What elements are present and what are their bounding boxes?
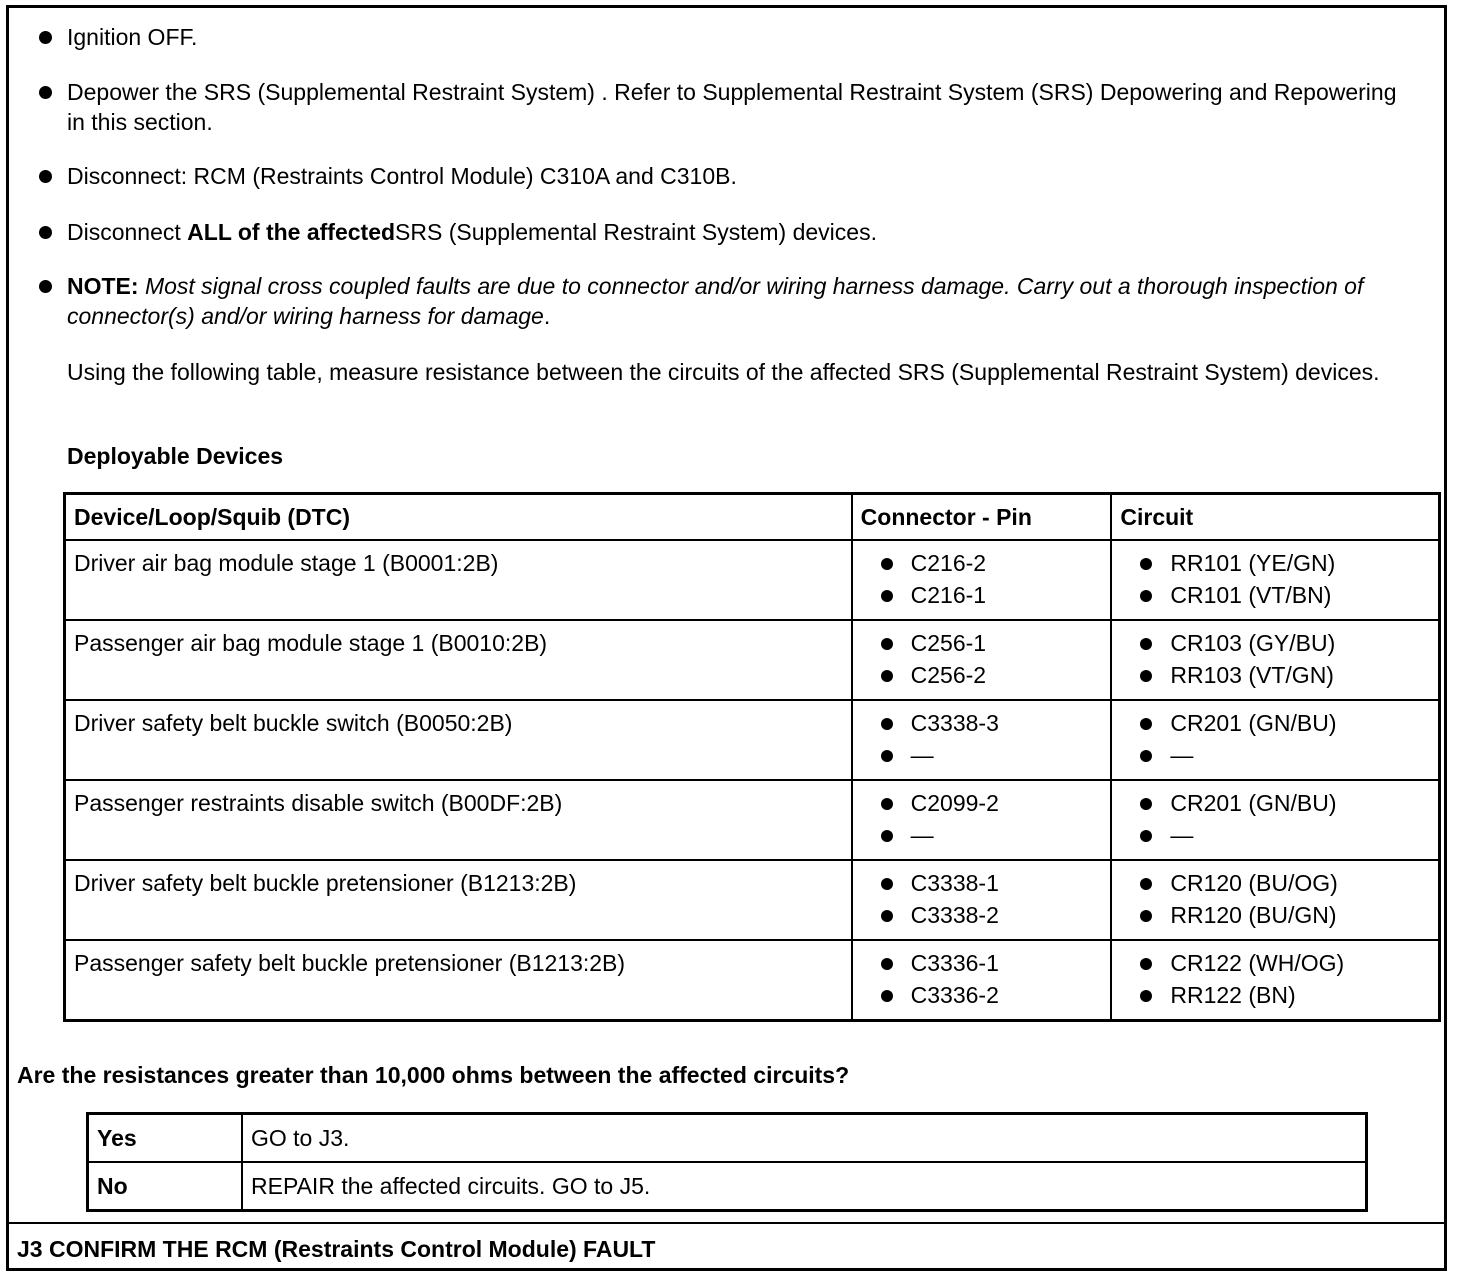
table-row: [65, 700, 1440, 780]
circuit-item: CR120 (BU/OG): [1120, 867, 1430, 899]
pin-item: C3338-3: [861, 707, 1103, 739]
pin-item: C3338-1: [861, 867, 1103, 899]
pin-item: —: [861, 819, 1103, 851]
step-text: Disconnect ALL of the affectedSRS (Supplemental Restraint System) devices.: [67, 219, 877, 245]
table-row: [65, 540, 1440, 620]
emphasis-text: ALL of the affected: [187, 219, 396, 245]
step-text: Disconnect: RCM (Restraints Control Module) C310A and C310B.: [67, 163, 737, 189]
table-row: [65, 780, 1440, 860]
answer-row-no: [88, 1162, 1367, 1211]
pin-cell: [852, 620, 1112, 700]
circuit-item: CR201 (GN/BU): [1120, 787, 1430, 819]
circuit-item: CR201 (GN/BU): [1120, 707, 1430, 739]
note-label: NOTE:: [67, 273, 139, 299]
circuit-cell: [1111, 780, 1439, 860]
pin-item: C216-1: [861, 579, 1103, 611]
table-row: [65, 620, 1440, 700]
pin-item: C256-1: [861, 627, 1103, 659]
pin-item: C3336-1: [861, 947, 1103, 979]
answer-table: [86, 1112, 1368, 1212]
measurement-instruction: Using the following table, measure resistance between the circuits of the affected SRS (Supplemental Restraint System) devices.: [67, 359, 1380, 385]
circuit-cell: [1111, 700, 1439, 780]
deployable-devices-table: [63, 492, 1441, 1022]
pin-item: C216-2: [861, 547, 1103, 579]
answer-row-yes: [88, 1114, 1367, 1163]
table-title: Deployable Devices: [67, 443, 284, 469]
pin-item: C256-2: [861, 659, 1103, 691]
device-cell: Driver air bag module stage 1 (B0001:2B): [65, 540, 852, 620]
answer-value: REPAIR the affected circuits. GO to J5.: [242, 1162, 1367, 1211]
bullet-icon: [39, 226, 52, 239]
pin-cell: [852, 700, 1112, 780]
table-header-row: [65, 494, 1440, 541]
device-cell: Driver safety belt buckle pretensioner (B1213:2B): [65, 860, 852, 940]
circuit-cell: [1111, 540, 1439, 620]
note-text: NOTE: Most signal cross coupled faults are due to connector and/or wiring harness damage. Carry out a thorough inspection of connector(s) and/or wiring harness for damage.: [67, 273, 1364, 329]
pin-cell: [852, 940, 1112, 1021]
pin-item: C3336-2: [861, 979, 1103, 1011]
device-cell: Passenger restraints disable switch (B00DF:2B): [65, 780, 852, 860]
header-connector-pin: Connector - Pin: [852, 494, 1112, 541]
answer-value: GO to J3.: [242, 1114, 1367, 1163]
circuit-item: —: [1120, 819, 1430, 851]
bullet-icon: [39, 31, 52, 44]
pin-cell: [852, 860, 1112, 940]
circuit-item: CR101 (VT/BN): [1120, 579, 1430, 611]
device-cell: Passenger air bag module stage 1 (B0010:2B): [65, 620, 852, 700]
circuit-item: CR122 (WH/OG): [1120, 947, 1430, 979]
answer-key: No: [88, 1162, 243, 1211]
circuit-cell: [1111, 620, 1439, 700]
pin-cell: [852, 540, 1112, 620]
circuit-item: RR103 (VT/GN): [1120, 659, 1430, 691]
circuit-item: RR120 (BU/GN): [1120, 899, 1430, 931]
step-text: Ignition OFF.: [67, 24, 198, 50]
next-step-title: J3 CONFIRM THE RCM (Restraints Control Module) FAULT: [17, 1236, 656, 1262]
circuit-item: CR103 (GY/BU): [1120, 627, 1430, 659]
device-cell: Passenger safety belt buckle pretensioner (B1213:2B): [65, 940, 852, 1021]
pin-cell: [852, 780, 1112, 860]
section-divider: [9, 1222, 1444, 1224]
device-cell: Driver safety belt buckle switch (B0050:2B): [65, 700, 852, 780]
circuit-item: RR101 (YE/GN): [1120, 547, 1430, 579]
procedure-frame: [6, 5, 1447, 1271]
bullet-icon: [39, 280, 52, 293]
resistance-question: Are the resistances greater than 10,000 ohms between the affected circuits?: [17, 1062, 850, 1088]
table-row: [65, 940, 1440, 1021]
table-row: [65, 860, 1440, 940]
pin-item: C3338-2: [861, 899, 1103, 931]
circuit-item: RR122 (BN): [1120, 979, 1430, 1011]
bullet-icon: [39, 170, 52, 183]
pin-item: C2099-2: [861, 787, 1103, 819]
circuit-cell: [1111, 940, 1439, 1021]
bullet-icon: [39, 86, 52, 99]
pin-item: —: [861, 739, 1103, 771]
circuit-item: —: [1120, 739, 1430, 771]
step-text: Depower the SRS (Supplemental Restraint System) . Refer to Supplemental Restraint System (SRS) Depowering and Repowering in this section.: [67, 79, 1397, 135]
header-circuit: Circuit: [1111, 494, 1439, 541]
circuit-cell: [1111, 860, 1439, 940]
header-device: Device/Loop/Squib (DTC): [65, 494, 852, 541]
answer-key: Yes: [88, 1114, 243, 1163]
